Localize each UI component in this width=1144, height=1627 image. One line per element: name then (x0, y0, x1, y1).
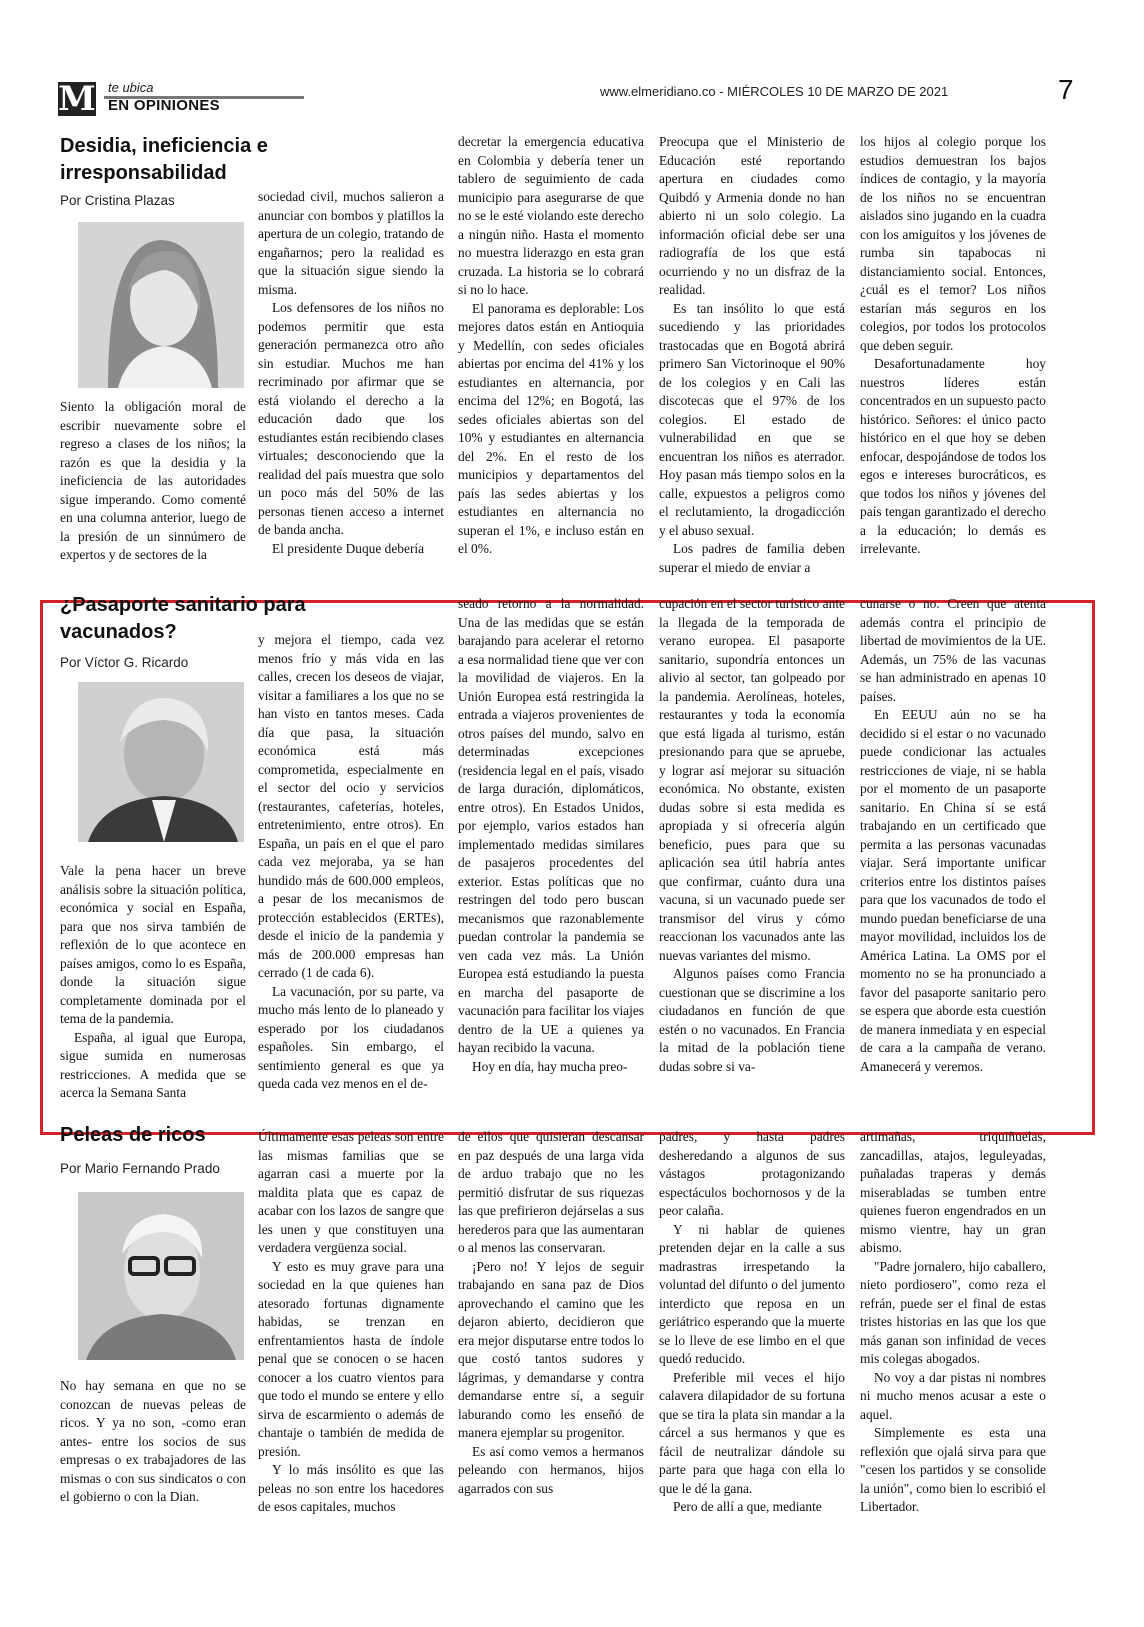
article3-column-2: Últimamente esas peleas son entre las mismas familias que se agarran casi a muerte por la maldita plata que es capaz de acabar con los lazos de sangre que les unen y que constituyen una verdadera vergüenza social. Y esto es muy grave para una sociedad en la que quienes han atesorado fortunas dignamente habidas, se trenzan en enfrentamientos hasta de índole penal que se conocen o se hacen conocer a los cuatro vientos para que todo el mundo se entere y ello sirva de escarmiento o además de chantaje o también de medida de presión. Y lo más insólito es que las peleas no son entre los hacedores de esos capitales, muchos (258, 1129, 444, 1514)
article2-column-5: cunarse o no. Creen que atenta además contra el principio de libertad de movimientos de la UE. Además, un 75% de las vacunas se han administrado en apenas 10 países. En EEUU aún no se ha decidido si el estar o no vacunado puede condicionar las actuales restricciones de viaje, ni se habla por el momento de un pasaporte sanitario. En China sí se está trabajando en un certificado que permita a las personas vacunadas viajar. Será importante unificar criterios entre los distintos países para que los vacunados de todo el mundo puedan beneficiarse de una mayor movilidad, incluidos los de América Latina. La OMS por el momento no se ha pronunciado a favor del pasaporte sanitario pero se espera que aborde esta cuestión de manera inmediata y en especial de cara a la campaña de verano. Amanecerá y veremos. (860, 596, 1046, 1074)
article1-column-2: sociedad civil, muchos salieron a anunciar con bombos y platillos la apertura de un colegio, tratando de engañarnos; pero la realidad es que la situación sigue siendo la misma. Los defensores de los niños no podemos permitir que esta generación permanezca otro año sin estudiar. Muchos me han recriminado por afirmar que se está violando el derecho a la educación dado que los estudiantes están recibiendo clases virtuales; desconociendo que la realidad del país muestra que solo un poco más del 50% de las personas tienen acceso a internet de banda ancha. El presidente Duque debería (258, 189, 444, 556)
article2-column-2: y mejora el tiempo, cada vez menos frío y más vida en las calles, crecen los deseos de viajar, visitar a familiares a los que no se han visto en tantos meses. Cada día que pasa, la situación económica está más comprometida, especialmente en el sector del ocio y servicios (restaurantes, cafeterías, hoteles, entretenimiento, entre otros). En España, un país en el que el paro cada vez mejoraba, ya se han hundido más de 600.000 empleos, a pesar de los mecanismos de protección establecidos (ERTEs), desde el inicio de la pandemia y más de 200.000 empresas han cerrado (1 de cada 6). La vacunación, por su parte, va mucho más lento de lo planeado y esperado por los ciudadanos españoles. Sin embargo, el sentimiento general es que ya queda cada vez menos en el de- (258, 632, 444, 1091)
dateline: www.elmeridiano.co - MIÉRCOLES 10 DE MARZO DE 2021 (600, 84, 949, 99)
newspaper-logo: M (58, 79, 96, 119)
article2-byline: Por Víctor G. Ricardo (60, 655, 189, 670)
author-photo-mario-fernando-prado (78, 1192, 244, 1360)
article3-title: Peleas de ricos (60, 1124, 206, 1146)
article2-column-3: seado retorno a la normalidad. Una de las medidas que se están barajando para acelerar el retorno a esa normalidad tiene que ver con la movilidad de viajeros. En la Unión Europea está restringida la entrada a viajeros provenientes de otros países del mundo, salvo en determinadas excepciones (residencia legal en el país, visado de larga duración, diplomáticos, entre otros). En Estados Unidos, por ejemplo, varios estados han implementado medidas similares de pasajeros procedentes del exterior. Estas políticas que no restringen del todo pero buscan mecanismos que razonablemente puedan controlar la pandemia se ven cada vez más. La Unión Europea está estudiando la puesta en marcha del pasaporte de vacunación para facilitar los viajes dentro de la UE a quienes ya hayan recibido la vacuna. Hoy en día, hay mucha preo- (458, 596, 644, 1074)
author-portrait-icon (78, 682, 244, 842)
author-photo-victor-g-ricardo (78, 682, 244, 842)
section-name: EN OPINIONES (108, 97, 220, 114)
article1-column-4: Preocupa que el Ministerio de Educación esté reportando apertura en ciudades como Quibdó y Armenia donde no han abierto ni un solo colegio. La información oficial debe ser una radiografía de los que está ocurriendo y no un disfraz de la realidad. Es tan insólito lo que está sucediendo y las prioridades trastocadas que en Bogotá abrirá primero San Victorinoque el 90% de los colegios y en Cali las discotecas que el 97% de los colegios. El estado de vulnerabilidad en que se encuentran los niños es aterrador. Hoy pasan más tiempo solos en la calle, expuestos a peligros como el reclutamiento, la drogadicción y el abuso sexual. Los padres de familia deben superar el miedo de enviar a (659, 134, 845, 575)
article2-column-1: Vale la pena hacer un breve análisis sobre la situación política, económica y social en España, para que nos sirva también de reflexión de lo que acontece en países amigos, como lo es España, donde la situación sigue completamente dominada por el tema de la pandemia. España, al igual que Europa, sigue sumida en numerosas restricciones. A medida que se acerca la Semana Santa (60, 863, 246, 1100)
article1-byline: Por Cristina Plazas (60, 193, 175, 208)
article3-column-5: artimañas, triquiñuelas, zancadillas, atajos, leguleyadas, puñaladas traperas y demás miserabladas se tumben entre quienes fueron engendrados en un mismo vientre, hay un gran abismo. "Padre jornalero, hijo caballero, nieto pordiosero", como reza el refrán, puede ser el final de estas tristes historias en las que los que más ganan son infinidad de veces mis colegas abogados. No voy a dar pistas ni nombres ni mucho menos acusar a este o aquel. Simplemente es esta una reflexión que ojalá sirva para que "cesen los partidos y se consolide la unión", como bien lo escribió el Libertador. (860, 1129, 1046, 1514)
tagline-top: te ubica (108, 80, 154, 95)
article2-column-4: cupación en el sector turístico ante la llegada de la temporada de verano europea. El pasaporte sanitario, supondría entonces un alivio al sector, tan golpeado por la pandemia. Aerolíneas, hoteles, restaurantes y toda la economía que está ligada al turismo, están presionando para que se apruebe, y lograr así mejorar su situación económica. No obstante, existen dudas sobre si esta medida es apropiada y si ofrecería algún beneficio, pues para que su aplicación sea útil habría antes que confirmar, cuánto dura una vacuna, si un vacunado puede ser transmisor del virus y cómo reaccionan los vacunados ante las nuevas variantes del mismo. Algunos países como Francia cuestionan que se discrimine a los ciudadanos en función de que estén o no vacunados. En Francia la mitad de la población tiene dudas sobre si va- (659, 596, 845, 1074)
author-photo-cristina-plazas (78, 222, 244, 388)
author-portrait-icon (78, 222, 244, 388)
page-number: 7 (1058, 74, 1074, 105)
article3-column-1: No hay semana en que no se conozcan de nuevas peleas de ricos. Y ya no son, -como eran antes- entre los socios de sus empresas o ex trabajadores de las mismas o con sus sindicatos o con el gobierno o con la Dian. (60, 1378, 246, 1504)
article3-column-3: de ellos que quisieran descansar en paz después de una larga vida de arduo trabajo que no les permitió disfrutar de sus riquezas las que prefirieron dejárselas a sus herederos para que las aumentaran o al menos las conservaran. ¡Pero no! Y lejos de seguir trabajando en sana paz de Dios aprovechando el camino que les dejaron abierto, decidieron que era mejor disputarse entre todos lo que costó tantos sudores y lágrimas, y demandarse y contra demandarse entre sí, a seguir laburando como les enseñó de manera ejemplar su progenitor. Es así como vemos a hermanos peleando con hermanos, hijos agarrados con sus (458, 1129, 644, 1496)
article2-title: ¿Pasaporte sanitario para vacunados? (60, 594, 306, 643)
article1-column-5: los hijos al colegio porque los estudios demuestran los bajos índices de contagio, y la mayoría de los niños no se encuentran aislados sino jugando en la cuadra con los amiguitos y los jóvenes de rumba sin tapabocas ni distanciamiento social. Entonces, ¿cuál es el temor? Los niños estarían más seguros en los colegios, por todos los protocolos que deben seguir. Desafortunadamente hoy nuestros líderes están concentrados en un supuesto pacto histórico. Señores: el único pacto histórico en el que hoy se deben enfocar, despojándose de todos los egos e intereses burocráticos, es que todos los niños y jóvenes del país tengan garantizado el derecho a la educación; lo demás es irrelevante. (860, 134, 1046, 556)
article3-column-4: padres, y hasta padres desheredando a algunos de sus vástagos protagonizando espectáculos bochornosos y de la peor calaña. Y ni hablar de quienes pretenden dejar en la calle a sus madrastras irrespetando la voluntad del difunto o del jumento interdicto que reposa en un geriátrico esperando que la muerte se lo lleve de ese limbo en el que quedó reducido. Preferible mil veces el hijo calavera dilapidador de su fortuna que se tira la plata sin mandar a la cárcel a sus hermanos y que es fácil de neutralizar dándole su parte para que haga con ella lo que le dé la gana. Pero de allí a que, mediante (659, 1129, 845, 1514)
article1-column-3: decretar la emergencia educativa en Colombia y debería tener un tablero de seguimiento de cada municipio para asegurarse de que no se le esté violando este derecho a ningún niño. Hasta el momento no muestra liderazgo en esta gran cruzada. La historia se lo cobrará si no lo hace. El panorama es deplorable: Los mejores datos están en Antioquia y Medellín, con sedes oficiales abiertas por encima del 41% y los estudiantes en alternancia, por encima del 12%; en Bogotá, las sedes oficiales abiertas son del 10% y estudiantes en alternancia del 2%. En el resto de los municipios y departamentos del país las sedes abiertas y los estudiantes en alternancia no superan el 1%, e incluso están en el 0%. (458, 134, 644, 556)
article1-column-1: Siento la obligación moral de escribir nuevamente sobre el regreso a clases de los niños; la razón es que la desidia y la ineficiencia de las autoridades sigue imperando. Como comenté en una columna anterior, luego de la presión de un sinnúmero de expertos y de sectores de la (60, 399, 246, 562)
article3-byline: Por Mario Fernando Prado (60, 1161, 220, 1176)
article1-title: Desidia, ineficiencia e irresponsabilidad (60, 135, 268, 184)
author-portrait-icon (78, 1192, 244, 1360)
